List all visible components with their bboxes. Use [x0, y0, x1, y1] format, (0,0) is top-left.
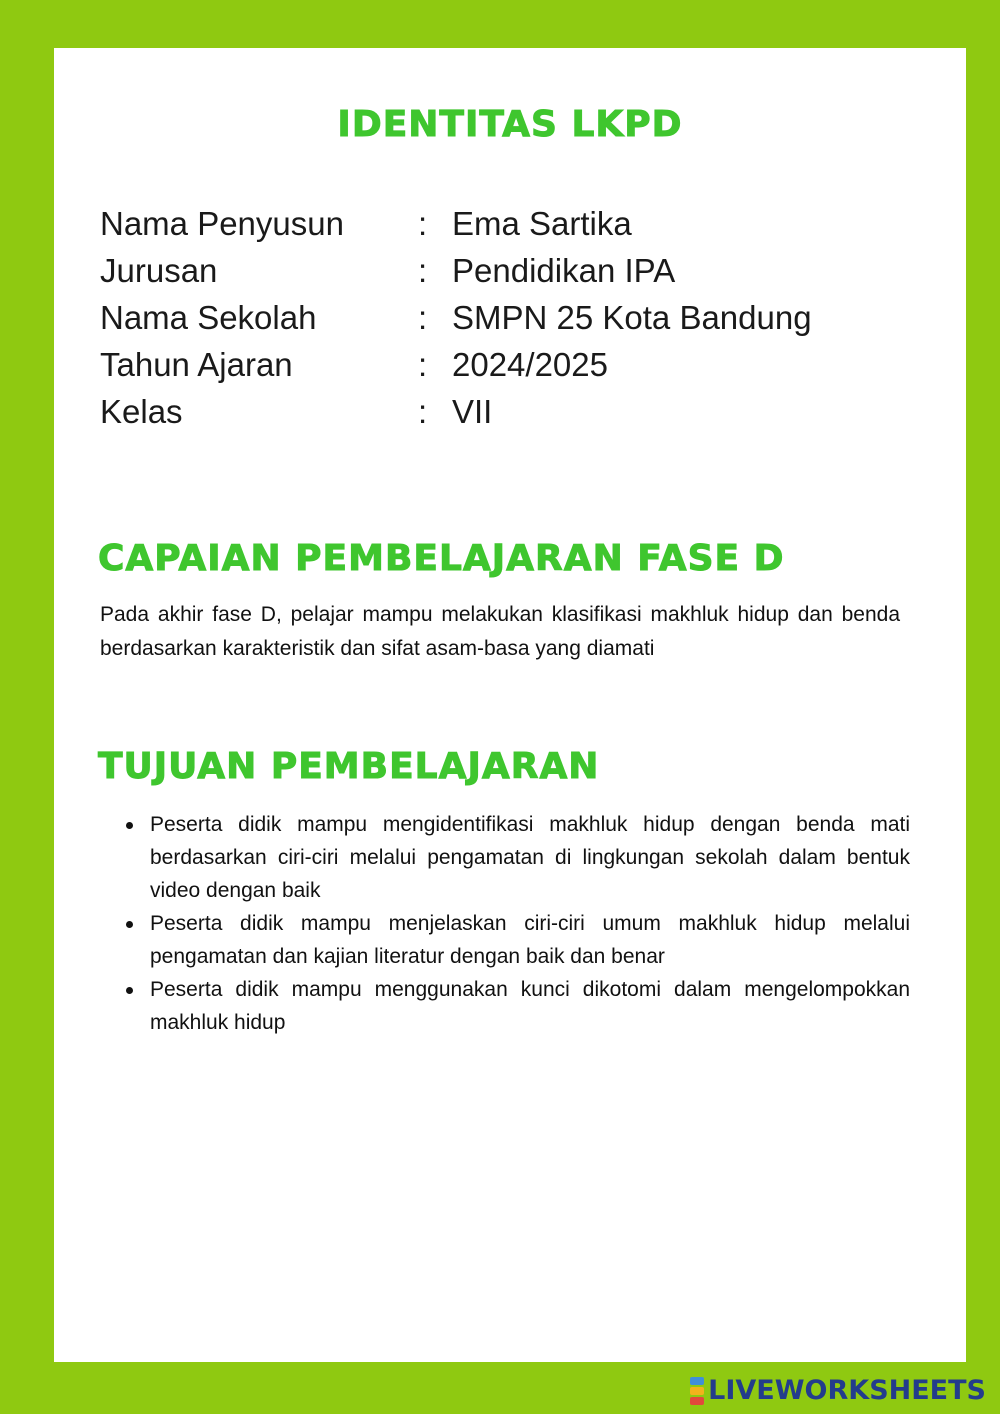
list-item-text: Peserta didik mampu menggunakan kunci dikotomi dalam mengelompokkan makhluk hidup	[150, 978, 910, 1034]
row-label: Tahun Ajaran	[100, 345, 293, 383]
liveworksheets-logo-icon	[690, 1376, 704, 1406]
row-label: Kelas	[100, 392, 183, 430]
row-separator: :	[418, 345, 428, 383]
identitas-row-jurusan	[100, 247, 812, 294]
row-label: Jurusan	[100, 251, 218, 289]
row-label: Nama Penyusun	[100, 204, 344, 242]
list-item-text: Peserta didik mampu mengidentifikasi makhluk hidup dengan benda mati berdasarkan ciri-ciri melalui pengamatan di lingkungan sekolah dalam bentuk video dengan baik	[150, 813, 910, 902]
bullet-icon	[126, 921, 133, 928]
liveworksheets-logo-text: LIVEWORKSHEETS	[708, 1375, 986, 1406]
identitas-table	[100, 200, 812, 435]
row-label: Nama Sekolah	[100, 298, 317, 336]
row-separator: :	[418, 298, 428, 336]
worksheet-page	[54, 48, 966, 1362]
capaian-heading: CAPAIAN PEMBELAJARAN FASE D	[98, 538, 785, 579]
row-value: Pendidikan IPA	[452, 251, 676, 289]
row-value: VII	[452, 392, 493, 430]
list-item	[150, 907, 910, 973]
bullet-icon	[126, 822, 133, 829]
row-value: Ema Sartika	[452, 204, 632, 242]
bullet-icon	[126, 987, 133, 994]
row-value: 2024/2025	[452, 345, 608, 383]
row-separator: :	[418, 204, 428, 242]
row-separator: :	[418, 251, 428, 289]
row-value: SMPN 25 Kota Bandung	[452, 298, 812, 336]
list-item	[150, 808, 910, 907]
tujuan-list	[150, 808, 910, 1039]
capaian-text: Pada akhir fase D, pelajar mampu melakukan klasifikasi makhluk hidup dan benda berdasarkan karakteristik dan sifat asam-basa yang diamati	[100, 603, 900, 660]
liveworksheets-logo[interactable]	[690, 1375, 986, 1406]
identitas-heading: IDENTITAS LKPD	[337, 104, 683, 145]
identitas-row-tahun	[100, 341, 812, 388]
row-separator: :	[418, 392, 428, 430]
identitas-row-penyusun	[100, 200, 812, 247]
identitas-row-sekolah	[100, 294, 812, 341]
list-item	[150, 973, 910, 1039]
identitas-row-kelas	[100, 388, 812, 435]
tujuan-heading: TUJUAN PEMBELAJARAN	[98, 746, 600, 787]
list-item-text: Peserta didik mampu menjelaskan ciri-ciri umum makhluk hidup melalui pengamatan dan kajian literatur dengan baik dan benar	[150, 912, 910, 968]
